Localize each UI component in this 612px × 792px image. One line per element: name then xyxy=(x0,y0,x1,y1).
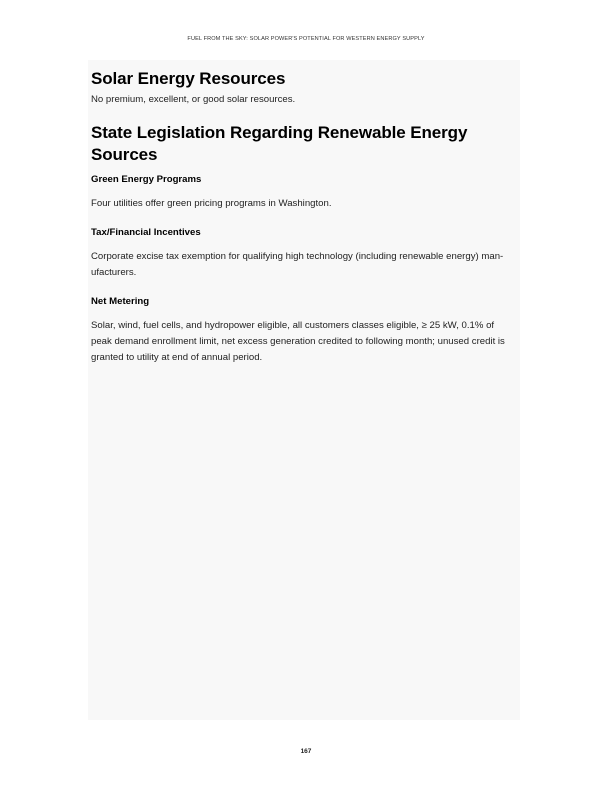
tax-incentives-text: Corporate excise tax exemption for qualifying high technology (including renewable energy) man-ufacturers. xyxy=(91,251,504,278)
page-content xyxy=(91,68,517,366)
legislation-heading: State Legislation Regarding Renewable Energy Sources xyxy=(91,123,468,164)
running-head: FUEL FROM THE SKY: SOLAR POWER'S POTENTIAL FOR WESTERN ENERGY SUPPLY xyxy=(187,36,425,42)
page-number: 167 xyxy=(300,748,312,755)
net-metering-heading: Net Metering xyxy=(91,296,150,307)
net-metering-text: Solar, wind, fuel cells, and hydropower eligible, all customers classes eligible, ≥ 25 kW, 0.1% of peak demand enrollment limit, net excess generation credited to following month; unused credit is granted to utility at end of annual period. xyxy=(91,320,505,363)
green-energy-programs-heading: Green Energy Programs xyxy=(91,174,202,185)
solar-resources-text: No premium, excellent, or good solar resources. xyxy=(91,94,296,105)
tax-incentives-heading: Tax/Financial Incentives xyxy=(91,227,201,238)
green-energy-programs-text: Four utilities offer green pricing programs in Washington. xyxy=(91,198,332,209)
solar-resources-heading: Solar Energy Resources xyxy=(91,69,286,88)
